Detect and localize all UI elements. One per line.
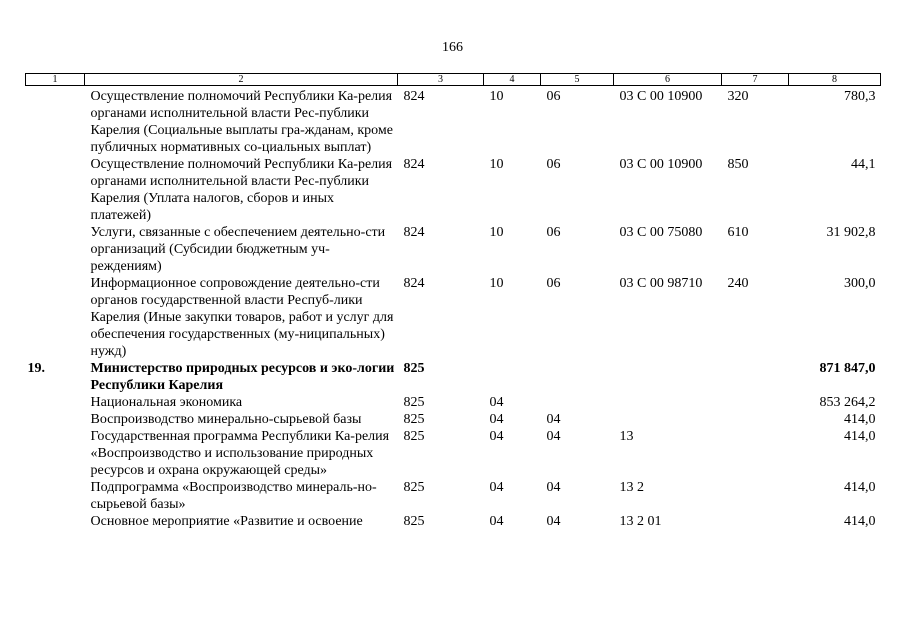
column-header-1: 1 [26,74,85,86]
row-number: 19. [27,361,45,376]
row-section: 10 [489,157,504,172]
row-section: 04 [489,514,504,529]
row-subsection [541,394,614,411]
row-name: Услуги, связанные с обеспечением деятельно-сти организаций (Субсидии бюджетным уч-реждениям) [90,225,386,274]
row-number [26,411,85,428]
row-target [614,394,722,411]
row-kind: 610 [727,225,749,240]
row-subsection [541,360,614,394]
row-number [26,156,85,224]
column-header-3: 3 [398,74,484,86]
row-kind [722,394,789,411]
table-row [26,275,881,360]
row-amount: 780,3 [844,89,876,104]
row-kind [722,360,789,394]
table-body [26,86,881,531]
row-subsection: 06 [546,157,561,172]
row-section [484,360,541,394]
row-target: 03 С 00 10900 [619,89,703,104]
row-number [26,224,85,275]
row-amount: 300,0 [844,276,876,291]
row-kind [722,411,789,428]
table-row [26,394,881,411]
row-subsection: 04 [546,412,561,427]
row-target: 03 С 00 75080 [619,225,703,240]
column-header-5: 5 [541,74,614,86]
row-name: Национальная экономика [90,395,243,410]
row-section: 10 [489,276,504,291]
row-name: Подпрограмма «Воспроизводство минераль-но-сырьевой базы» [90,480,377,512]
row-kind [722,479,789,513]
column-header-6: 6 [614,74,722,86]
row-name: Министерство природных ресурсов и эко-логии Республики Карелия [90,361,395,393]
table-row [26,156,881,224]
row-name: Основное мероприятие «Развитие и освоение [90,514,363,529]
row-section: 10 [489,89,504,104]
table-header [26,74,881,86]
row-code: 825 [403,412,425,427]
row-number [26,513,85,530]
row-name: Информационное сопровождение деятельно-сти органов государственной власти Респуб-лики Карелия (Иные закупки товаров, работ и услуг для обеспечения государственных (му-ниципальных) нужд) [90,276,394,359]
table-row [26,224,881,275]
row-code: 824 [403,225,425,240]
row-name: Осуществление полномочий Республики Ка-релия органами исполнительной власти Рес-публики Карелия (Уплата налогов, сборов и иных платежей) [90,157,393,223]
row-name: Государственная программа Республики Ка-релия «Воспроизводство и использование природных ресурсов и охрана окружающей среды» [90,429,390,478]
row-code: 824 [403,89,425,104]
column-header-2: 2 [85,74,398,86]
row-subsection: 06 [546,276,561,291]
row-target: 03 С 00 98710 [619,276,703,291]
row-subsection: 04 [546,514,561,529]
table-row [26,411,881,428]
row-code: 824 [403,157,425,172]
row-section: 04 [489,429,504,444]
row-code: 825 [403,429,425,444]
row-name: Осуществление полномочий Республики Ка-релия органами исполнительной власти Рес-публики Карелия (Социальные выплаты гра-жданам, кроме публичных нормативных со-циальных выплат) [90,89,393,155]
row-amount: 414,0 [844,412,876,427]
column-header-7: 7 [722,74,789,86]
column-header-4: 4 [484,74,541,86]
row-kind [722,513,789,530]
row-target [614,360,722,394]
table-row [26,513,881,530]
row-amount: 31 902,8 [826,225,876,240]
row-subsection: 06 [546,89,561,104]
row-kind: 240 [727,276,749,291]
table-row [26,428,881,479]
row-target: 13 [619,429,634,444]
table-row [26,360,881,394]
budget-table [25,73,881,530]
row-amount: 44,1 [851,157,876,172]
row-kind [722,428,789,479]
row-subsection: 04 [546,480,561,495]
row-code: 824 [403,276,425,291]
page-number: 166 [442,40,463,55]
row-target: 13 2 [619,480,644,495]
row-number [26,275,85,360]
row-kind: 850 [727,157,749,172]
row-name: Воспроизводство минерально-сырьевой базы [90,412,362,427]
table-row [26,479,881,513]
table-row [26,86,881,157]
row-subsection: 06 [546,225,561,240]
row-target: 13 2 01 [619,514,662,529]
row-amount: 414,0 [844,514,876,529]
row-code: 825 [403,514,425,529]
row-section: 04 [489,412,504,427]
row-number [26,394,85,411]
row-target [614,411,722,428]
row-section: 04 [489,395,504,410]
row-amount: 414,0 [844,480,876,495]
row-code: 825 [403,361,425,376]
row-amount: 871 847,0 [819,361,876,376]
row-number [26,86,85,157]
row-number [26,479,85,513]
column-header-8: 8 [789,74,881,86]
row-section: 04 [489,480,504,495]
row-subsection: 04 [546,429,561,444]
row-kind: 320 [727,89,749,104]
header-row [26,74,881,86]
row-section: 10 [489,225,504,240]
row-target: 03 С 00 10900 [619,157,703,172]
row-amount: 853 264,2 [819,395,876,410]
row-amount: 414,0 [844,429,876,444]
row-number [26,428,85,479]
row-code: 825 [403,480,425,495]
row-code: 825 [403,395,425,410]
